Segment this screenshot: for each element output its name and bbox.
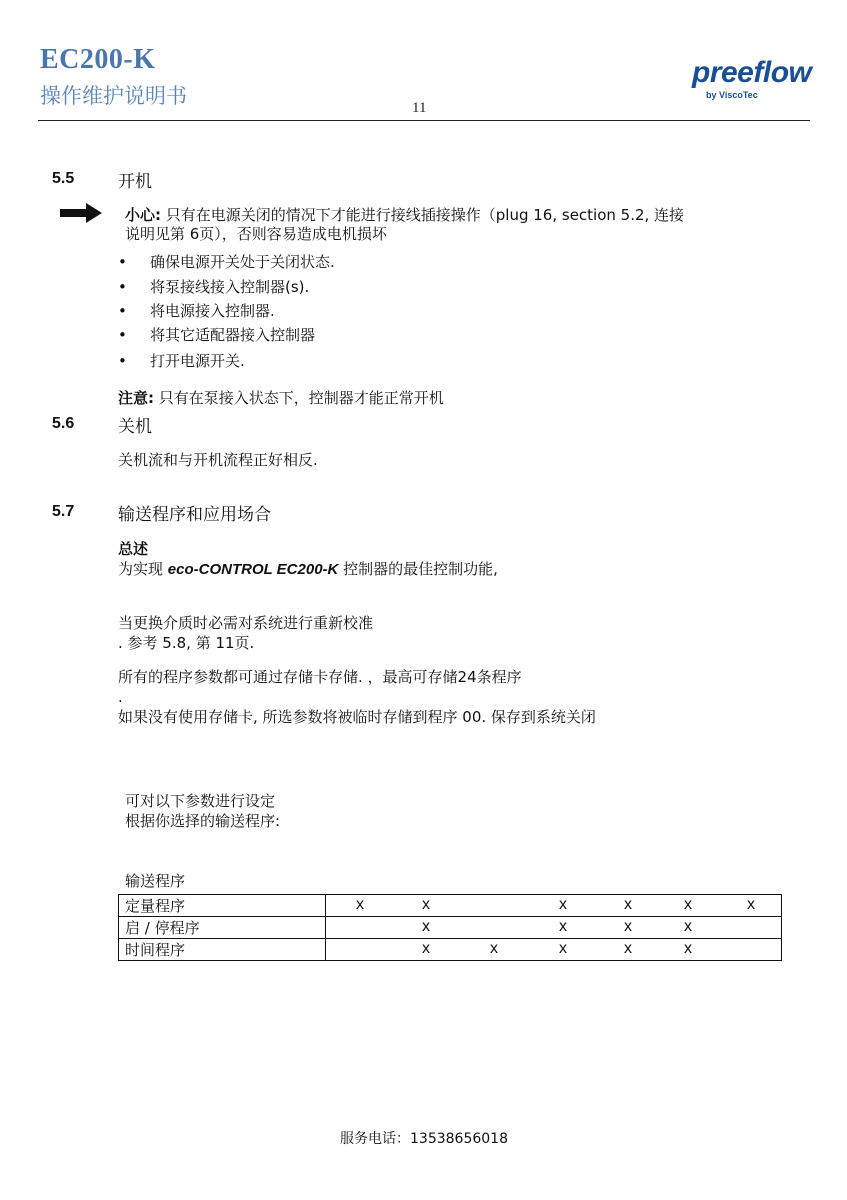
section-title-5-5: 开机: [118, 172, 152, 192]
reference-text: . 参考 5.8, 第 11页.: [118, 634, 255, 652]
right-arrow-icon: [60, 203, 102, 227]
table-mark: x: [624, 918, 632, 935]
bullet-dot: •: [118, 352, 127, 370]
overview-text-post: 控制器的最佳控制功能,: [338, 560, 498, 578]
bullet-dot: •: [118, 253, 127, 271]
table-row: [119, 939, 782, 961]
bullet-dot: •: [118, 302, 127, 320]
note-text: 只有在泵接入状态下，控制器才能正常开机: [154, 389, 444, 407]
section-number-5-5: 5.5: [52, 170, 75, 187]
note-label: 注意:: [118, 389, 154, 407]
section-title-5-7: 输送程序和应用场合: [118, 505, 271, 525]
row-label: 启 / 停程序: [119, 917, 326, 939]
memory-card-text: 所有的程序参数都可通过存储卡存储. ，最高可存储24条程序: [118, 668, 522, 686]
table-mark: x: [559, 940, 567, 957]
service-phone: 服务电话：13538656018: [340, 1131, 508, 1147]
row-marks: [326, 917, 782, 939]
temp-storage-text: 如果没有使用存储卡, 所选参数将被临时存储到程序 00. 保存到系统关闭: [118, 708, 596, 726]
list-item: 将电源接入控制器.: [150, 302, 275, 320]
params-intro-2: 根据你选择的输送程序:: [125, 812, 281, 830]
params-intro-1: 可对以下参数进行设定: [125, 792, 276, 810]
section-number-5-6: 5.6: [52, 415, 75, 432]
table-mark: x: [684, 918, 692, 935]
page-number: 11: [412, 100, 427, 116]
caution-line-1: [125, 206, 684, 225]
table-mark: x: [624, 940, 632, 957]
memory-card-text-dot: .: [118, 688, 123, 706]
row-marks: [326, 939, 782, 961]
section-title-5-6: 关机: [118, 417, 152, 437]
bullet-dot: •: [118, 326, 127, 344]
overview-heading: 总述: [118, 540, 149, 558]
table-mark: x: [559, 918, 567, 935]
table-row: [119, 917, 782, 939]
table-mark: x: [747, 896, 755, 913]
note-line: [118, 389, 444, 408]
table-mark: x: [422, 896, 430, 913]
recalibration-text: 当更换介质时必需对系统进行重新校准: [118, 614, 374, 632]
program-table: [118, 894, 782, 961]
overview-text-pre: 为实现: [118, 560, 168, 578]
logo-wordmark: preeflow: [692, 56, 812, 89]
row-label: 时间程序: [119, 939, 326, 961]
document-subtitle: 操作维护说明书: [40, 84, 187, 108]
table-mark: x: [490, 940, 498, 957]
row-marks: [326, 895, 782, 917]
section-number-5-7: 5.7: [52, 503, 75, 520]
table-mark: x: [684, 940, 692, 957]
overview-line-1: [118, 560, 498, 579]
row-label: 定量程序: [119, 895, 326, 917]
table-title: 输送程序: [125, 872, 186, 890]
bullet-dot: •: [118, 278, 127, 296]
table-mark: x: [422, 940, 430, 957]
shutdown-text: 关机流和与开机流程正好相反.: [118, 451, 318, 469]
preeflow-logo: [692, 58, 811, 100]
logo-tagline: by ViscoTec: [706, 90, 758, 100]
table-mark: x: [684, 896, 692, 913]
caution-line-2: 说明见第 6页），否则容易造成电机损坏: [125, 225, 387, 243]
product-name: eco-CONTROL EC200-K: [167, 561, 339, 578]
header-divider: [38, 120, 810, 121]
table-mark: x: [624, 896, 632, 913]
list-item: 确保电源开关处于关闭状态.: [150, 253, 335, 271]
table-mark: x: [356, 896, 364, 913]
table-mark: x: [422, 918, 430, 935]
list-item: 将泵接线接入控制器(s).: [150, 278, 310, 296]
table-mark: x: [559, 896, 567, 913]
list-item: 打开电源开关.: [150, 352, 245, 370]
table-row: [119, 895, 782, 917]
list-item: 将其它适配器接入控制器: [150, 326, 316, 344]
document-title: EC200-K: [40, 44, 156, 75]
caution-text-1: 只有在电源关闭的情况下才能进行接线插接操作（plug 16, section 5.2, 连接: [161, 206, 685, 224]
caution-label: 小心:: [125, 206, 161, 224]
